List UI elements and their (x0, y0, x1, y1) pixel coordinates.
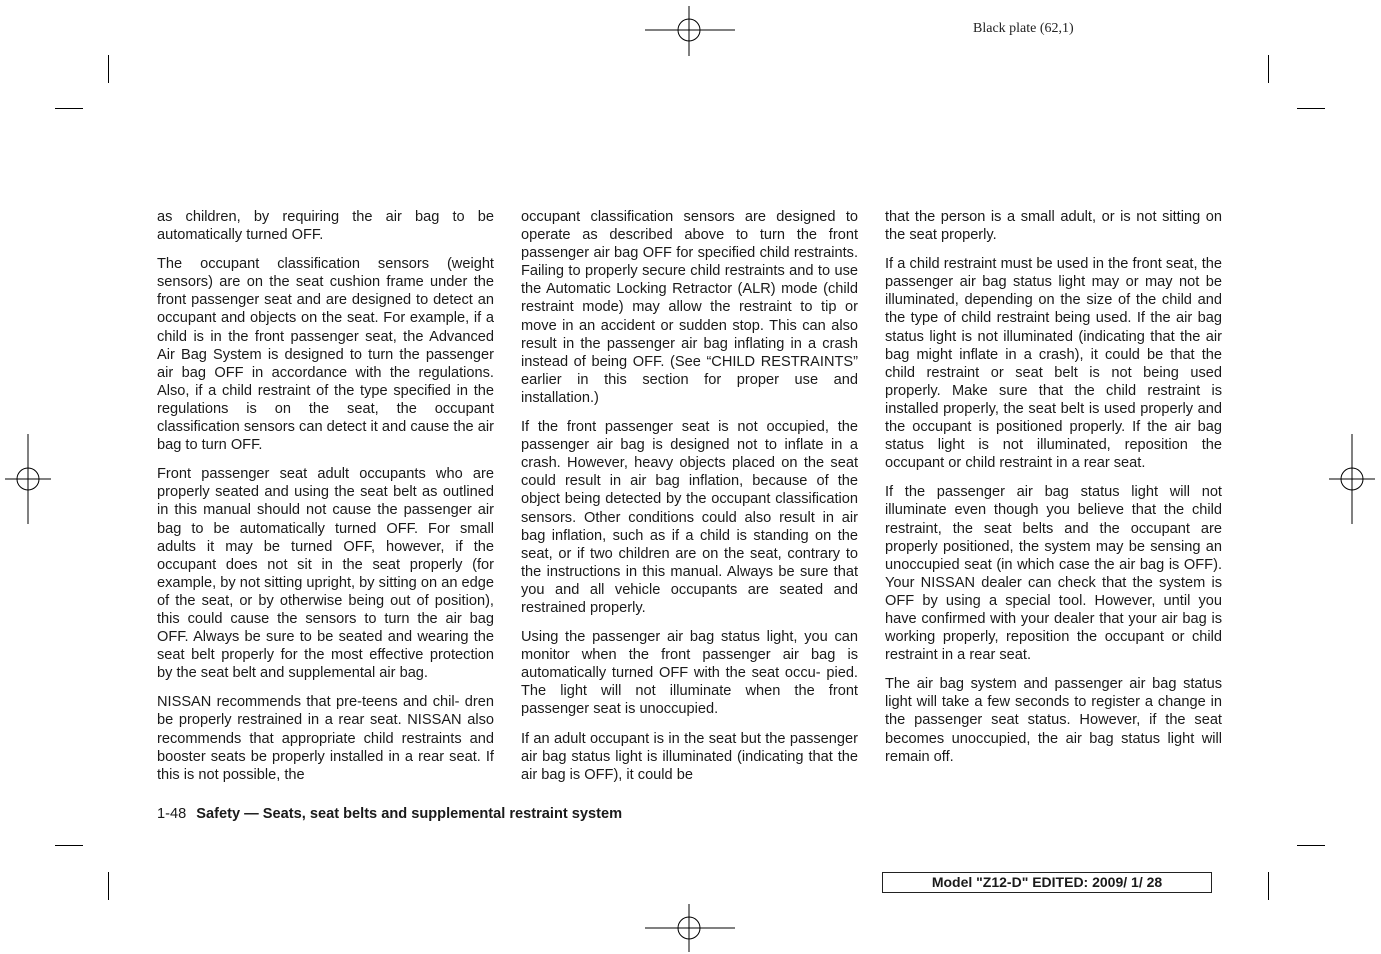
paragraph: If a child restraint must be used in the front seat, the passenger air bag status light may or may not be illuminated, depending on the size of the child and the type of child restraint being used. If the air bag status light is not illuminated (indicating that the air bag might inflate in a crash), it could be that the child restraint or seat belt is not being used properly. Make sure that the child restraint is installed properly, the seat belt is used properly and the occupant is positioned properly. If the air bag status light is not illuminated, reposition the occupant or child restraint in a rear seat. (885, 256, 1222, 472)
crop-mark (55, 108, 83, 109)
crop-mark (108, 55, 109, 83)
paragraph: If the front passenger seat is not occupied, the passenger air bag is designed not to inflate in a crash. However, heavy objects placed on the seat could result in air bag inflation, because of the object being detected by the occupant classification sensors. Other conditions could also result in air bag inflation, such as if a child is standing on the seat, or if two children are on the seat, contrary to the instructions in this manual. Always be sure that you and all vehicle occupants are seated and restrained properly. (521, 419, 858, 616)
paragraph: NISSAN recommends that pre-teens and chil- dren be properly restrained in a rear seat. NISSAN also recommends that appropriate child restraints and booster seats be properly installed in a rear seat. If this is not possible, the (157, 694, 494, 783)
registration-mark-icon (1329, 434, 1375, 524)
page-footer (157, 806, 622, 822)
model-info-box: Model "Z12-D" EDITED: 2009/ 1/ 28 (882, 872, 1212, 893)
registration-mark-icon (645, 6, 735, 56)
section-title: Safety — Seats, seat belts and supplemental restraint system (196, 806, 623, 822)
paragraph: The air bag system and passenger air bag status light will take a few seconds to register a change in the passenger seat status. However, if the seat becomes unoccupied, the air bag status light will remain off. (885, 676, 1222, 765)
paragraph: occupant classification sensors are designed to operate as described above to turn the front passenger air bag OFF for specified child restraints. Failing to properly secure child restraints and to use the Automatic Locking Retractor (ALR) mode (child restraint mode) may allow the restraint to tip or move in an accident or sudden stop. This can also result in the passenger air bag inflating in a crash instead of being OFF. (See “CHILD RESTRAINTS” earlier in this section for proper use and installation.) (521, 209, 858, 406)
crop-mark (55, 845, 83, 846)
paragraph: If the passenger air bag status light will not illuminate even though you believe that the child restraint, the seat belts and the occupant are properly positioned, the system may be sensing an unoccupied seat (in which case the air bag is OFF). Your NISSAN dealer can check that the system is OFF by using a special tool. However, until you have confirmed with your dealer that your air bag is working properly, reposition the occupant or child restraint in a rear seat. (885, 484, 1222, 664)
paragraph: as children, by requiring the air bag to be automatically turned OFF. (157, 209, 494, 244)
plate-label: Black plate (62,1) (973, 21, 1074, 36)
registration-mark-icon (645, 904, 735, 952)
paragraph: that the person is a small adult, or is not sitting on the seat properly. (885, 209, 1222, 244)
crop-mark (1268, 872, 1269, 900)
paragraph: Front passenger seat adult occupants who are properly seated and using the seat belt as outlined in this manual should not cause the passenger air bag to be automatically turned OFF. For small adults it may be turned OFF, however, if the occupant does not sit in the seat properly (for example, by not sitting upright, by sitting on an edge of the seat, or by otherwise being out of position), this could cause the sensors to turn the air bag OFF. Always be sure to be seated and wearing the seat belt properly for the most effective protection by the seat belt and supplemental air bag. (157, 466, 494, 682)
crop-mark (1268, 55, 1269, 83)
text-column-2 (521, 208, 858, 795)
paragraph: The occupant classification sensors (weight sensors) are on the seat cushion frame under the front passenger seat and are designed to detect an occupant and objects on the seat. For example, if a child is in the front passenger seat, the Advanced Air Bag System is designed to turn the passenger air bag OFF in accordance with the regulations. Also, if a child restraint of the type specified in the regulations is on the seat, the occupant classification sensors can detect it and cause the air bag to turn OFF. (157, 256, 494, 454)
crop-mark (1297, 108, 1325, 109)
crop-mark (108, 872, 109, 900)
registration-mark-icon (5, 434, 51, 524)
text-column-1 (157, 208, 494, 795)
paragraph: Using the passenger air bag status light, you can monitor when the front passenger air bag is automatically turned OFF with the seat occu- pied. The light will not illuminate when the front passenger seat is unoccupied. (521, 629, 858, 718)
paragraph: If an adult occupant is in the seat but the passenger air bag status light is illuminated (indicating that the air bag is OFF), it could be (521, 730, 858, 783)
page-number: 1-48 (157, 806, 187, 822)
crop-mark (1297, 845, 1325, 846)
text-column-3 (885, 208, 1222, 777)
